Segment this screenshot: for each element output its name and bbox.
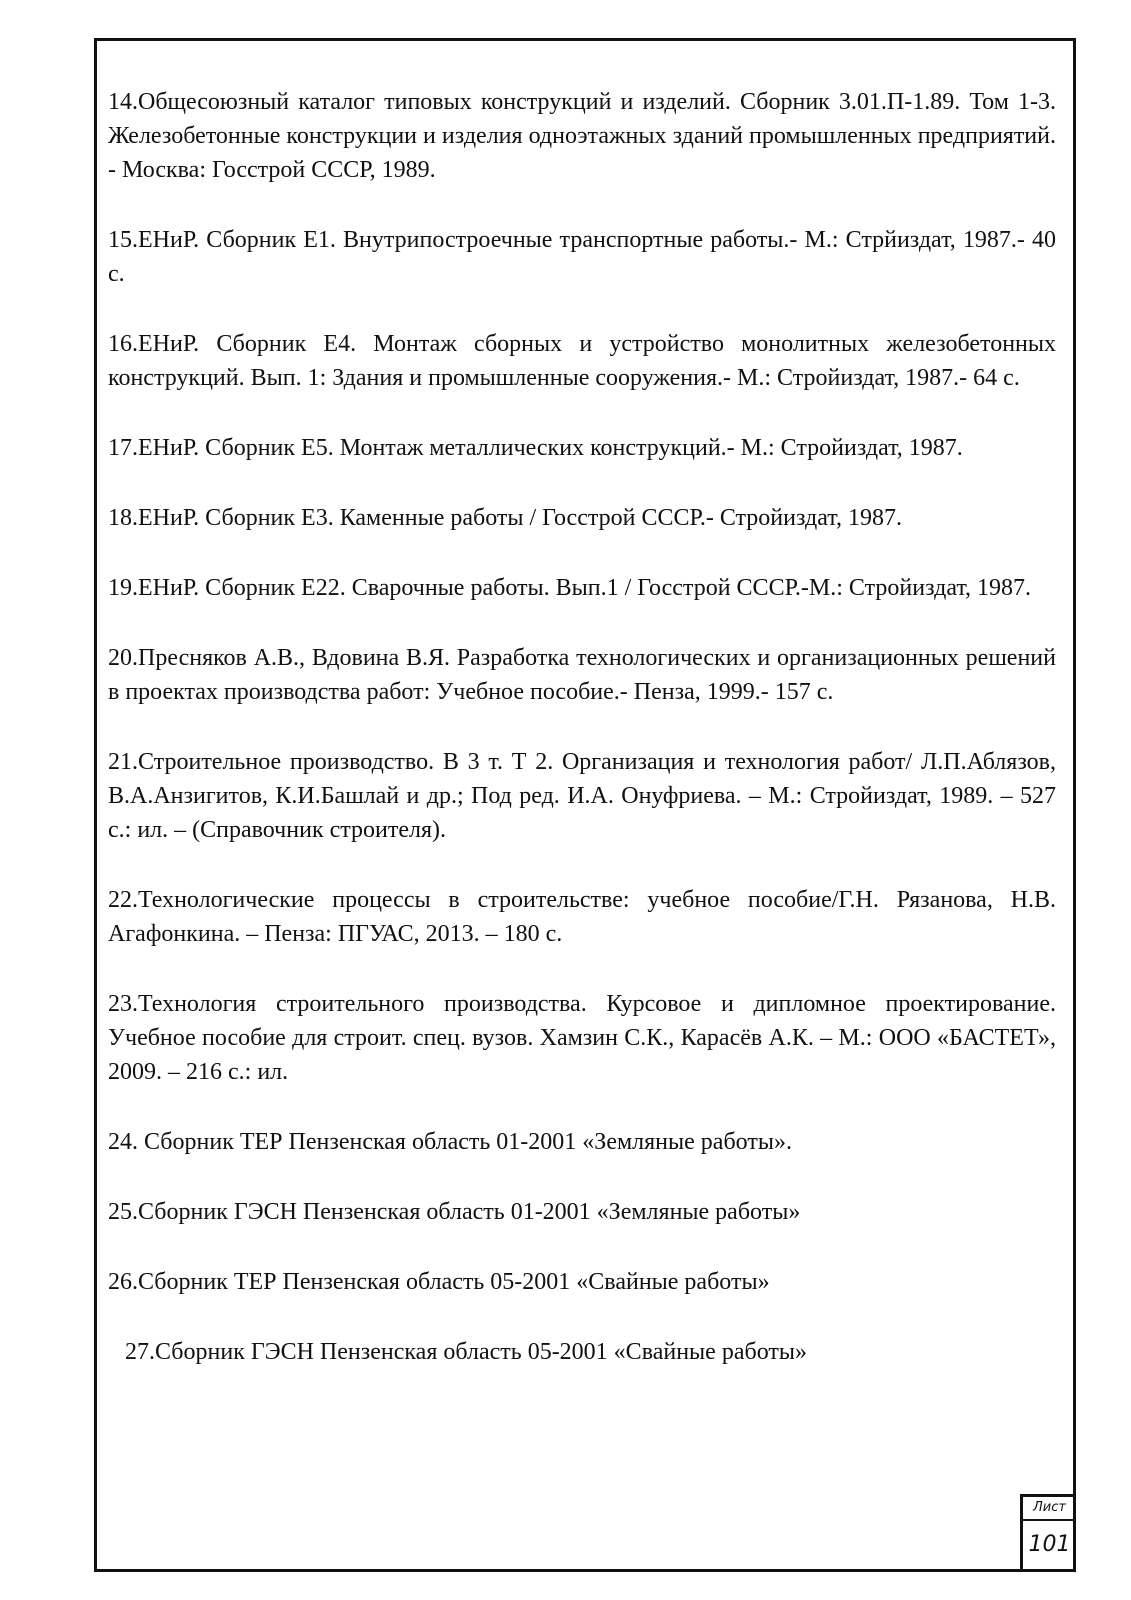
sheet-label: Лист — [1023, 1497, 1076, 1521]
reference-item: 14.Общесоюзный каталог типовых конструкций и изделий. Сборник 3.01.П-1.89. Том 1-3. Железобетонные конструкции и изделия одноэтажных зданий промышленных предприятий. - Москва: Госстрой СССР, 1989. — [108, 89, 1056, 183]
reference-item: 17.ЕНиР. Сборник Е5. Монтаж металлических конструкций.- М.: Стройиздат, 1987. — [108, 435, 963, 461]
reference-item: 21.Строительное производство. В 3 т. Т 2. Организация и технология работ/ Л.П.Аблязов, В.А.Анзигитов, К.И.Башлай и др.; Под ред. И.А. Онуфриева. – М.: Стройиздат, 1989. – 527 с.: ил. – (Справочник строителя). — [108, 749, 1056, 843]
reference-item: 15.ЕНиР. Сборник Е1. Внутрипостроечные транспортные работы.- М.: Стрйиздат, 1987.- 40 с. — [108, 227, 1056, 287]
reference-item: 16.ЕНиР. Сборник Е4. Монтаж сборных и устройство монолитных железобетонных конструкций. Вып. 1: Здания и промышленные сооружения.- М.: Стройиздат, 1987.- 64 с. — [108, 331, 1056, 391]
reference-item: 19.ЕНиР. Сборник Е22. Сварочные работы. Вып.1 / Госстрой СССР.-М.: Стройиздат, 1987. — [108, 575, 1032, 601]
reference-item: 20.Пресняков А.В., Вдовина В.Я. Разработка технологических и организационных решений в проектах производства работ: Учебное пособие.- Пенза, 1999.- 157 с. — [108, 645, 1056, 705]
reference-item: 27.Сборник ГЭСН Пензенская область 05-2001 «Свайные работы» — [125, 1339, 807, 1365]
reference-item: 22.Технологические процессы в строительстве: учебное пособие/Г.Н. Рязанова, Н.В. Агафонкина. – Пенза: ПГУАС, 2013. – 180 с. — [108, 887, 1056, 947]
reference-item: 26.Сборник ТЕР Пензенская область 05-2001 «Свайные работы» — [108, 1269, 770, 1295]
sheet-stamp — [1020, 1494, 1076, 1572]
reference-list — [108, 85, 1056, 1405]
reference-item: 23.Технология строительного производства. Курсовое и дипломное проектирование. Учебное пособие для строит. спец. вузов. Хамзин С.К., Карасёв А.К. – М.: ООО «БАСТЕТ», 2009. – 216 с.: ил. — [108, 991, 1056, 1085]
reference-item: 25.Сборник ГЭСН Пензенская область 01-2001 «Земляные работы» — [108, 1199, 801, 1225]
page-number: 101 — [1028, 1532, 1071, 1557]
reference-item: 24. Сборник ТЕР Пензенская область 01-2001 «Земляные работы». — [108, 1129, 792, 1155]
reference-item: 18.ЕНиР. Сборник Е3. Каменные работы / Госстрой СССР.- Стройиздат, 1987. — [108, 505, 902, 531]
